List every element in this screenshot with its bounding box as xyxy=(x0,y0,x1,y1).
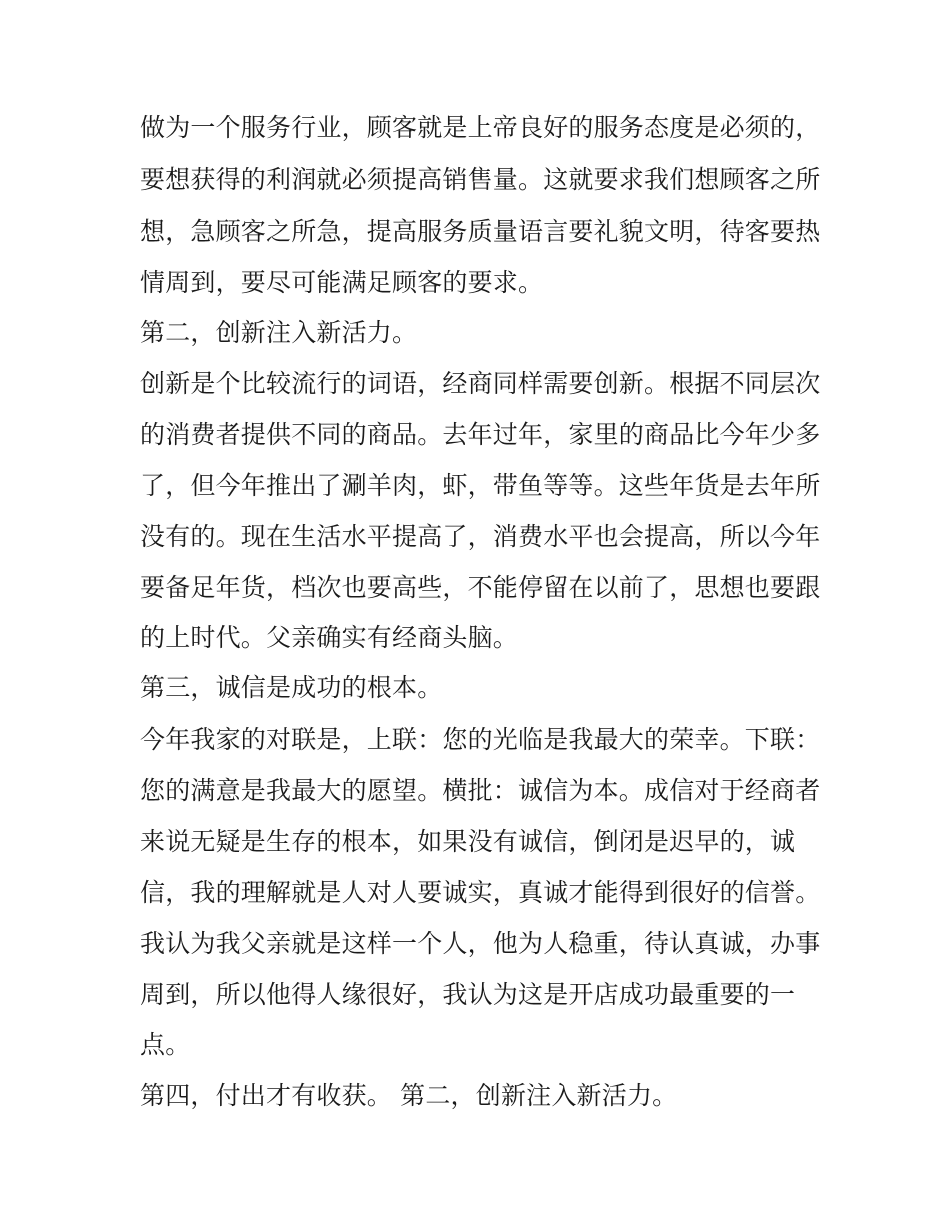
text-line-6: 创新是个比较流行的词语，经商同样需要创新。根据不同层次 xyxy=(140,369,821,398)
text-line-10: 要备足年货，档次也要高些，不能停留在以前了，思想也要跟 xyxy=(140,573,821,602)
text-line-15: 来说无疑是生存的根本，如果没有诚信，倒闭是迟早的，诚 xyxy=(140,827,796,856)
text-line-8: 了，但今年推出了涮羊肉，虾，带鱼等等。这些年货是去年所 xyxy=(140,471,821,500)
text-line-7: 的消费者提供不同的商品。去年过年，家里的商品比今年少多 xyxy=(140,420,821,449)
text-line-11: 的上时代。父亲确实有经商头脑。 xyxy=(140,623,519,652)
section-heading-3: 第三，诚信是成功的根本。 xyxy=(140,673,443,702)
text-line-14: 您的满意是我最大的愿望。横批：诚信为本。成信对于经商者 xyxy=(140,776,821,805)
text-line-19: 点。 xyxy=(140,1030,191,1059)
text-line-1: 做为一个服务行业，顾客就是上帝良好的服务态度是必须的， xyxy=(140,113,821,142)
text-line-13: 今年我家的对联是，上联：您的光临是我最大的荣幸。下联： xyxy=(140,725,821,754)
text-line-3: 想，急顾客之所急，提高服务质量语言要礼貌文明，待客要热 xyxy=(140,217,821,246)
section-heading-4: 第四，付出才有收获。 第二，创新注入新活力。 xyxy=(140,1081,678,1110)
text-line-17: 我认为我父亲就是这样一个人，他为人稳重，待认真诚，办事 xyxy=(140,929,821,958)
text-line-4: 情周到，要尽可能满足顾客的要求。 xyxy=(140,268,544,297)
section-heading-2: 第二，创新注入新活力。 xyxy=(140,318,418,347)
text-line-16: 信，我的理解就是人对人要诚实，真诚才能得到很好的信誉。 xyxy=(140,878,821,907)
text-line-18: 周到，所以他得人缘很好，我认为这是开店成功最重要的一 xyxy=(140,980,796,1009)
text-line-9: 没有的。现在生活水平提高了，消费水平也会提高，所以今年 xyxy=(140,522,821,551)
text-line-2: 要想获得的利润就必须提高销售量。这就要求我们想顾客之所 xyxy=(140,165,821,194)
